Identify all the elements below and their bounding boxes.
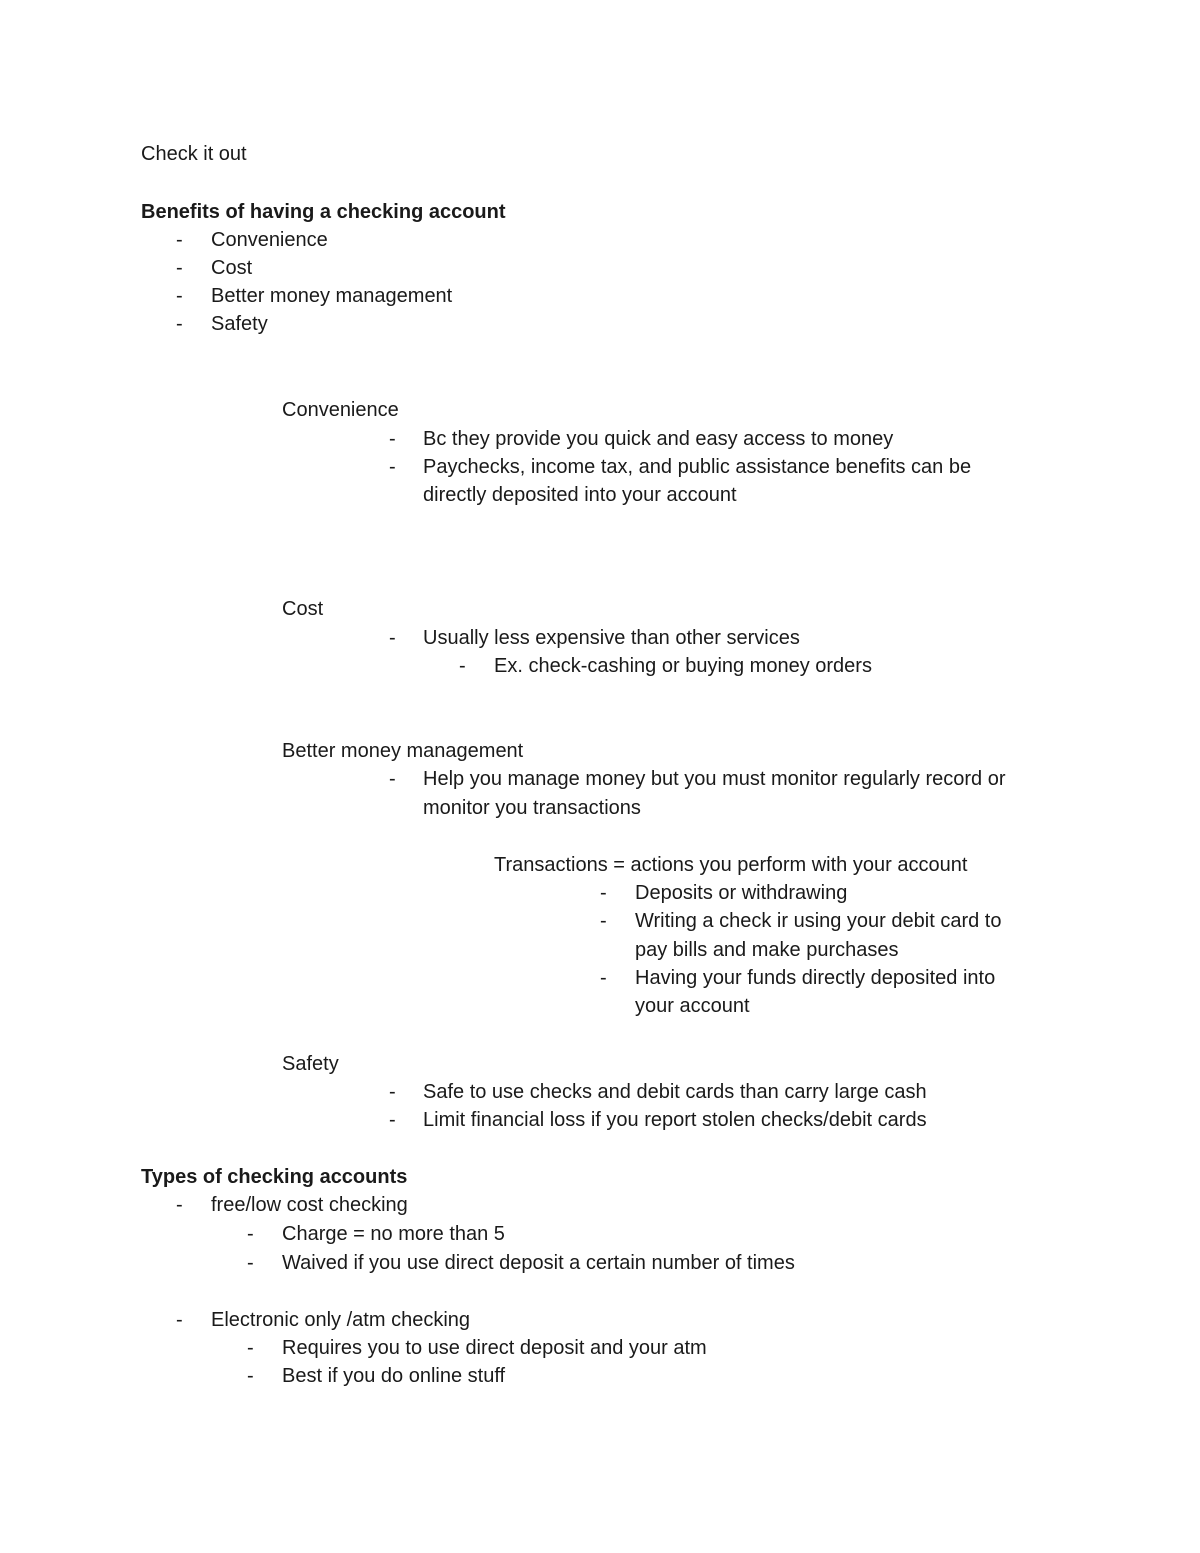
safety-bullet: Limit financial loss if you report stolen checks/debit cards (423, 1109, 927, 1131)
cost-bullet: Usually less expensive than other services (423, 627, 800, 649)
types-heading: Types of checking accounts (141, 1166, 408, 1188)
bullet-dash: - (176, 1194, 183, 1216)
transaction-item-cont: your account (635, 995, 750, 1017)
safety-heading: Safety (282, 1053, 339, 1075)
bullet-dash: - (600, 882, 607, 904)
bullet-dash: - (389, 1109, 396, 1131)
bullet-dash: - (176, 313, 183, 335)
account-type-item: Electronic only /atm checking (211, 1309, 471, 1331)
transactions-definition: Transactions = actions you perform with your account (494, 854, 968, 876)
management-bullet-cont: monitor you transactions (423, 797, 641, 819)
account-type-item: free/low cost checking (211, 1194, 408, 1216)
cost-sub-bullet: Ex. check-cashing or buying money orders (494, 655, 872, 677)
bullet-dash: - (176, 229, 183, 251)
bullet-dash: - (247, 1337, 254, 1359)
bullet-dash: - (600, 910, 607, 932)
page-title: Check it out (141, 143, 247, 165)
management-bullet: Help you manage money but you must monitor regularly record or (423, 768, 1006, 790)
bullet-dash: - (600, 967, 607, 989)
bullet-dash: - (459, 655, 466, 677)
benefit-item: Cost (211, 257, 253, 279)
convenience-bullet: Paychecks, income tax, and public assistance benefits can be (423, 456, 972, 478)
bullet-dash: - (176, 1309, 183, 1331)
safety-bullet: Safe to use checks and debit cards than carry large cash (423, 1081, 927, 1103)
transaction-item: Writing a check ir using your debit card to (635, 910, 1002, 932)
benefit-item: Convenience (211, 229, 328, 251)
convenience-heading: Convenience (282, 399, 399, 421)
account-type-detail: Requires you to use direct deposit and your atm (282, 1337, 707, 1359)
bullet-dash: - (247, 1252, 254, 1274)
account-type-detail: Best if you do online stuff (282, 1365, 506, 1387)
bullet-dash: - (389, 428, 396, 450)
transaction-item-cont: pay bills and make purchases (635, 939, 899, 961)
bullet-dash: - (389, 768, 396, 790)
bullet-dash: - (389, 627, 396, 649)
convenience-bullet: Bc they provide you quick and easy access to money (423, 428, 894, 450)
bullet-dash: - (247, 1223, 254, 1245)
bullet-dash: - (176, 285, 183, 307)
account-type-detail: Waived if you use direct deposit a certain number of times (282, 1252, 795, 1274)
benefit-item: Safety (211, 313, 268, 335)
convenience-bullet-cont: directly deposited into your account (423, 484, 737, 506)
transaction-item: Having your funds directly deposited into (635, 967, 996, 989)
benefit-item: Better money management (211, 285, 453, 307)
bullet-dash: - (176, 257, 183, 279)
bullet-dash: - (389, 456, 396, 478)
account-type-detail: Charge = no more than 5 (282, 1223, 505, 1245)
cost-heading: Cost (282, 598, 324, 620)
management-heading: Better money management (282, 740, 524, 762)
bullet-dash: - (389, 1081, 396, 1103)
transaction-item: Deposits or withdrawing (635, 882, 848, 904)
bullet-dash: - (247, 1365, 254, 1387)
benefits-heading: Benefits of having a checking account (141, 201, 506, 223)
